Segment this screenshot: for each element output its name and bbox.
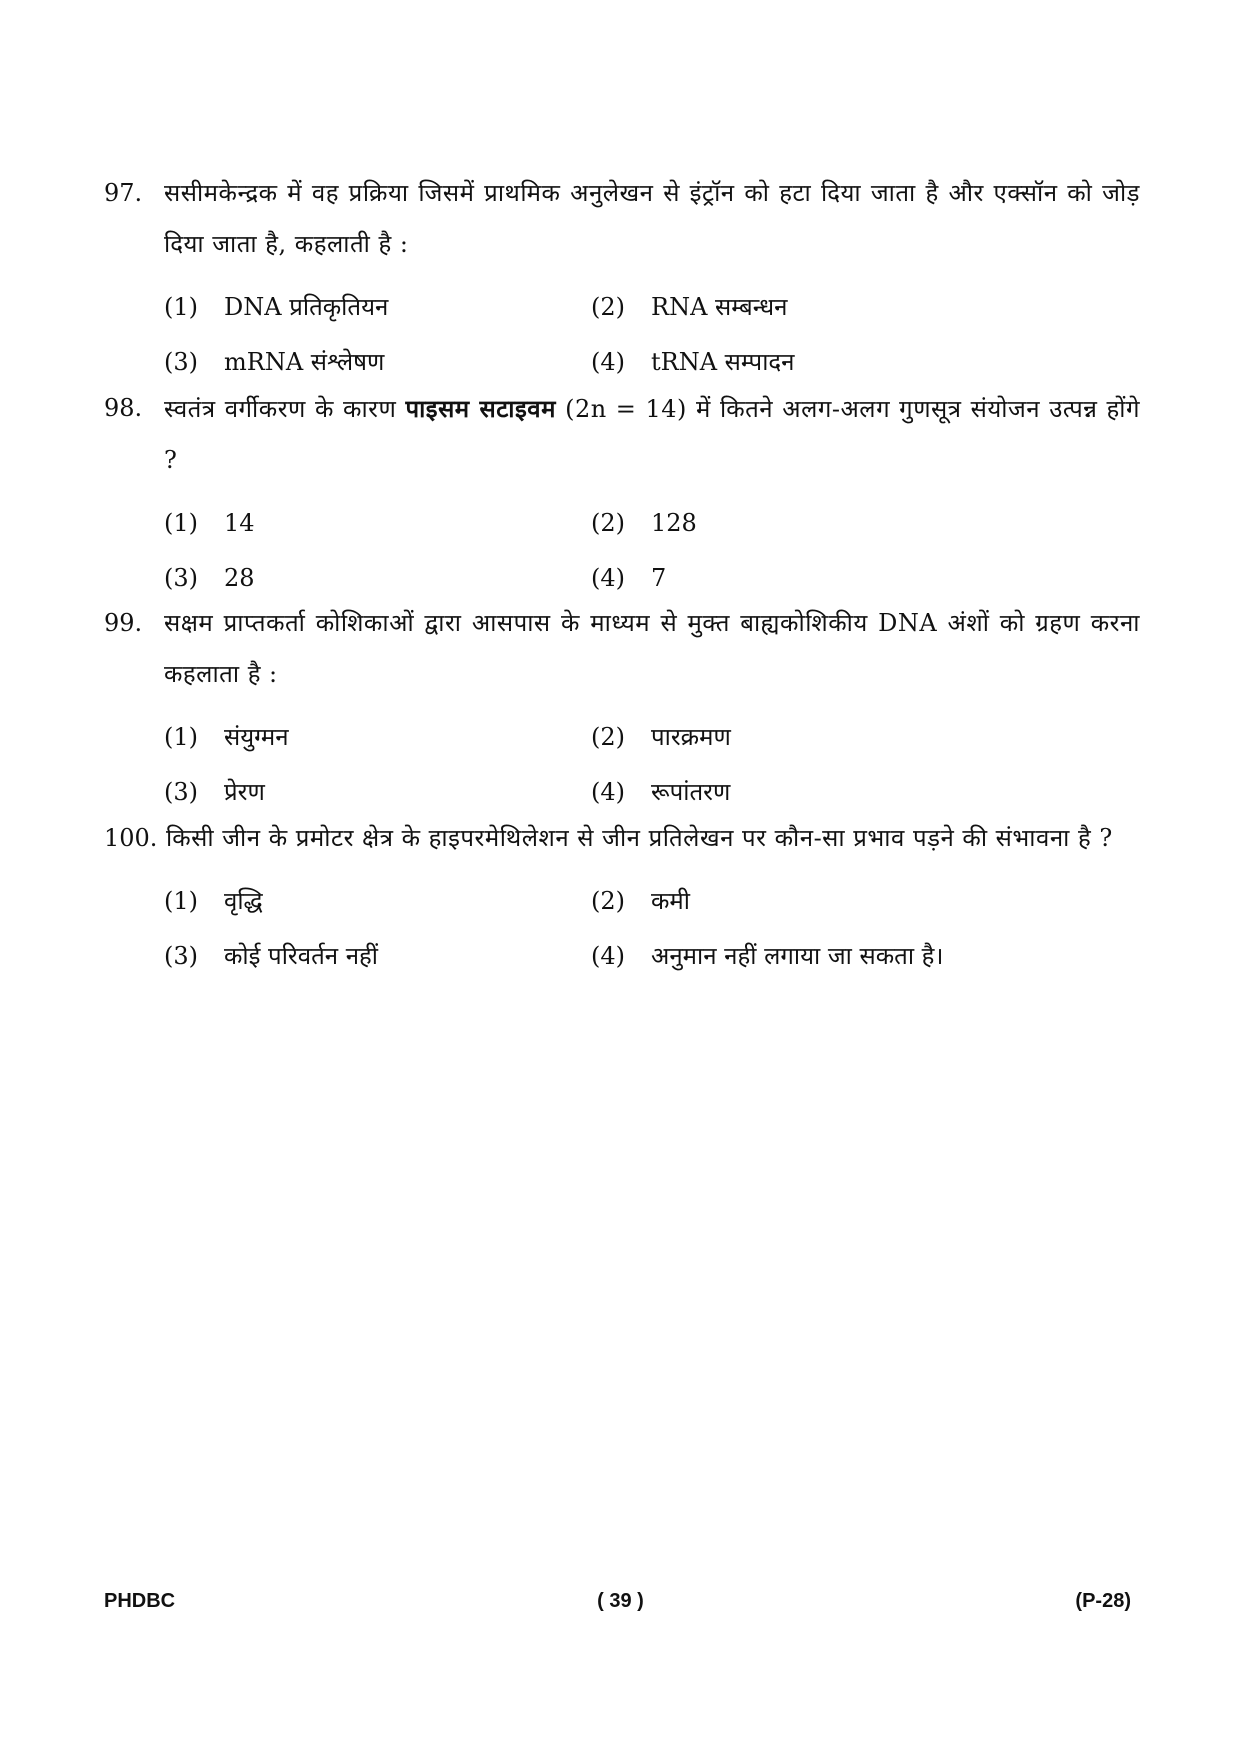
question-97 (104, 168, 1140, 390)
species-name: पाइसम सटाइवम (405, 394, 556, 423)
option-4[interactable] (591, 929, 944, 983)
option-2[interactable] (591, 710, 731, 764)
option-text: वृद्धि (224, 887, 263, 915)
option-number: (4) (591, 942, 625, 970)
question-text (164, 383, 1140, 486)
question-number: 97. (104, 179, 143, 207)
option-3[interactable] (164, 551, 255, 605)
option-text: 14 (224, 509, 255, 537)
option-number: (4) (591, 564, 625, 592)
question-text: ससीमकेन्द्रक में वह प्रक्रिया जिसमें प्राथमिक अनुलेखन से इंट्रॉन को हटा दिया जाता है और एक्सॉन को जोड़ दिया जाता है, कहलाती है : (164, 179, 1140, 258)
option-number: (4) (591, 778, 625, 806)
option-1[interactable] (164, 280, 388, 334)
option-2[interactable] (591, 496, 697, 550)
option-text: 28 (224, 564, 255, 592)
option-number: (1) (164, 887, 198, 915)
question-number: 98. (104, 394, 143, 422)
option-text: RNA सम्बन्धन (651, 293, 788, 321)
option-text: पारक्रमण (651, 723, 731, 751)
option-text: कोई परिवर्तन नहीं (224, 942, 378, 970)
options-list (104, 280, 1140, 390)
question-text-before: स्वतंत्र वर्गीकरण के कारण (164, 395, 397, 423)
option-text: संयुग्मन (224, 723, 289, 751)
option-1[interactable] (164, 874, 263, 928)
option-4[interactable] (591, 551, 666, 605)
question-98 (104, 383, 1140, 606)
option-text: 128 (651, 509, 697, 537)
question-text: किसी जीन के प्रमोटर क्षेत्र के हाइपरमेथिलेशन से जीन प्रतिलेखन पर कौन-सा प्रभाव पड़ने की संभावना है ? (166, 824, 1113, 852)
option-number: (1) (164, 723, 198, 751)
option-text: रूपांतरण (651, 778, 731, 806)
option-number: (2) (591, 887, 625, 915)
question-number: 99. (104, 609, 143, 637)
options-list (104, 710, 1140, 820)
option-text: अनुमान नहीं लगाया जा सकता है। (651, 942, 944, 970)
option-text: प्रेरण (224, 778, 265, 806)
option-text: mRNA संश्लेषण (224, 348, 385, 376)
option-number: (2) (591, 723, 625, 751)
question-text-after: में कितने अलग-अलग गुणसूत्र संयोजन उत्पन्न होंगे ? (164, 395, 1140, 474)
question-text: सक्षम प्राप्तकर्ता कोशिकाओं द्वारा आसपास के माध्यम से मुक्त बाह्यकोशिकीय DNA अंशों को ग्रहण करना कहलाता है : (164, 609, 1140, 688)
option-text: कमी (651, 887, 690, 915)
option-4[interactable] (591, 335, 794, 389)
question-number: 100. (104, 824, 158, 852)
option-1[interactable] (164, 496, 255, 550)
option-1[interactable] (164, 710, 289, 764)
option-number: (4) (591, 348, 625, 376)
option-number: (2) (591, 509, 625, 537)
option-text: DNA प्रतिकृतियन (224, 293, 389, 321)
page-number: ( 39 ) (597, 1590, 644, 1612)
set-code: (P-28) (1075, 1590, 1131, 1612)
chromosome-formula: (2n = 14) (565, 395, 687, 423)
option-number: (3) (164, 564, 198, 592)
option-number: (1) (164, 293, 198, 321)
option-text: 7 (651, 564, 667, 592)
option-number: (2) (591, 293, 625, 321)
option-number: (3) (164, 778, 198, 806)
option-number: (3) (164, 942, 198, 970)
option-3[interactable] (164, 929, 378, 983)
paper-code: PHDBC (104, 1590, 176, 1612)
option-4[interactable] (591, 765, 730, 819)
question-99 (104, 598, 1140, 820)
option-2[interactable] (591, 280, 788, 334)
option-number: (3) (164, 348, 198, 376)
options-list (104, 496, 1140, 606)
question-100 (104, 813, 1140, 984)
option-3[interactable] (164, 765, 265, 819)
options-list (104, 874, 1140, 984)
option-text: tRNA सम्पादन (651, 348, 795, 376)
option-2[interactable] (591, 874, 690, 928)
option-3[interactable] (164, 335, 384, 389)
option-number: (1) (164, 509, 198, 537)
